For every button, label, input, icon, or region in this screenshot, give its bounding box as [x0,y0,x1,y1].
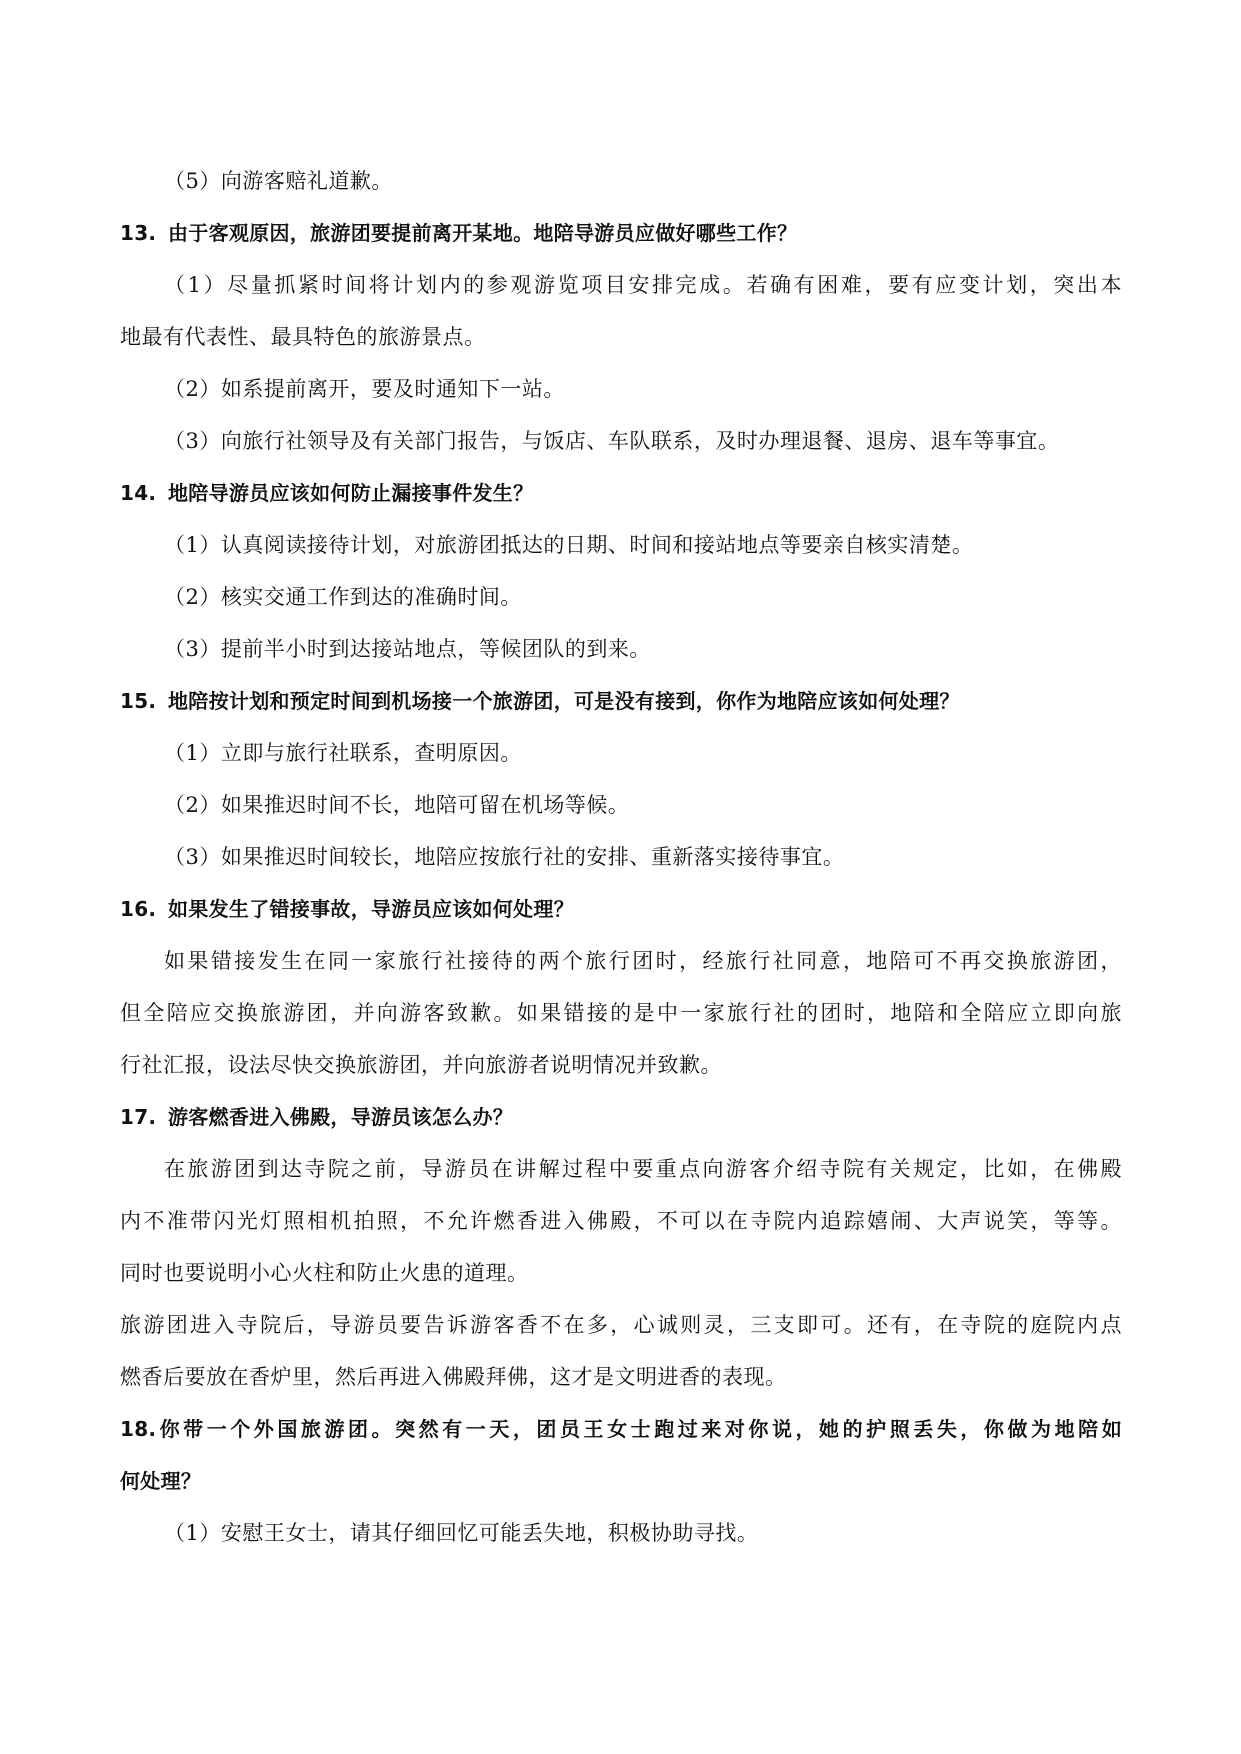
question-heading [120,883,1122,935]
question-text: 如果发生了错接事故，导游员应该如何处理？ [168,897,574,921]
question-number: 16. [120,897,157,921]
question-heading [120,207,1122,259]
question-heading [120,675,1122,727]
answer-line: （3）如果推迟时间较长，地陪应按旅行社的安排、重新落实接待事宜。 [164,845,845,869]
question-text: 地陪按计划和预定时间到机场接一个旅游团，可是没有接到，你作为地陪应该如何处理？ [168,689,960,713]
answer-line: 如果错接发生在同一家旅行社接待的两个旅行团时，经旅行社同意，地陪可不再交换旅游团， [164,949,1122,973]
answer-line: （2）核实交通工作到达的准确时间。 [164,585,522,609]
question-text: 由于客观原因，旅游团要提前离开某地。地陪导游员应做好哪些工作？ [168,221,798,245]
question-heading [120,467,1122,519]
answer-line: （2）如系提前离开，要及时通知下一站。 [164,377,565,401]
answer-line: 内不准带闪光灯照相机拍照，不允许燃香进入佛殿，不可以在寺院内追踪嬉闹、大声说笑，等等。 [120,1209,1122,1233]
answer-line: 但全陪应交换旅游团，并向游客致歉。如果错接的是中一家旅行社的团时，地陪和全陪应立即向旅 [120,1001,1122,1025]
answer-line: （3）向旅行社领导及有关部门报告，与饭店、车队联系，及时办理退餐、退房、退车等事宜。 [164,429,1060,453]
answer-line: 燃香后要放在香炉里，然后再进入佛殿拜佛，这才是文明进香的表现。 [120,1365,787,1389]
answer-line: 旅游团进入寺院后，导游员要告诉游客香不在多，心诚则灵，三支即可。还有，在寺院的庭院内点 [120,1313,1122,1337]
answer-line: （5）向游客赔礼道歉。 [164,169,393,193]
question-heading [120,1091,1122,1143]
answer-line: 在旅游团到达寺院之前，导游员在讲解过程中要重点向游客介绍寺院有关规定，比如，在佛殿 [164,1157,1122,1181]
answer-line: （1）立即与旅行社联系，查明原因。 [164,741,522,765]
answer-line: （1）认真阅读接待计划，对旅游团抵达的日期、时间和接站地点等要亲自核实清楚。 [164,533,974,557]
answer-line: 地最有代表性、最具特色的旅游景点。 [120,325,486,349]
question-number: 14. [120,481,157,505]
question-heading-continuation: 何处理？ [120,1469,202,1493]
question-number: 13. [120,221,157,245]
question-text: 游客燃香进入佛殿，导游员该怎么办？ [168,1105,514,1129]
question-number: 15. [120,689,157,713]
question-text: 地陪导游员应该如何防止漏接事件发生？ [168,481,534,505]
answer-line: （2）如果推迟时间不长，地陪可留在机场等候。 [164,793,630,817]
question-number: 17. [120,1105,157,1129]
answer-line: 同时也要说明小心火柱和防止火患的道理。 [120,1261,529,1285]
question-heading: 18.你带一个外国旅游团。突然有一天，团员王女士跑过来对你说，她的护照丢失，你做为地陪如 [120,1417,1122,1441]
answer-line: 行社汇报，设法尽快交换旅游团，并向旅游者说明情况并致歉。 [120,1053,722,1077]
answer-line: （1）安慰王女士，请其仔细回忆可能丢失地，积极协助寻找。 [164,1521,759,1545]
document-page [120,155,1122,1559]
answer-line: （3）提前半小时到达接站地点，等候团队的到来。 [164,637,651,661]
answer-line: （1）尽量抓紧时间将计划内的参观游览项目安排完成。若确有困难，要有应变计划，突出本 [164,273,1122,297]
